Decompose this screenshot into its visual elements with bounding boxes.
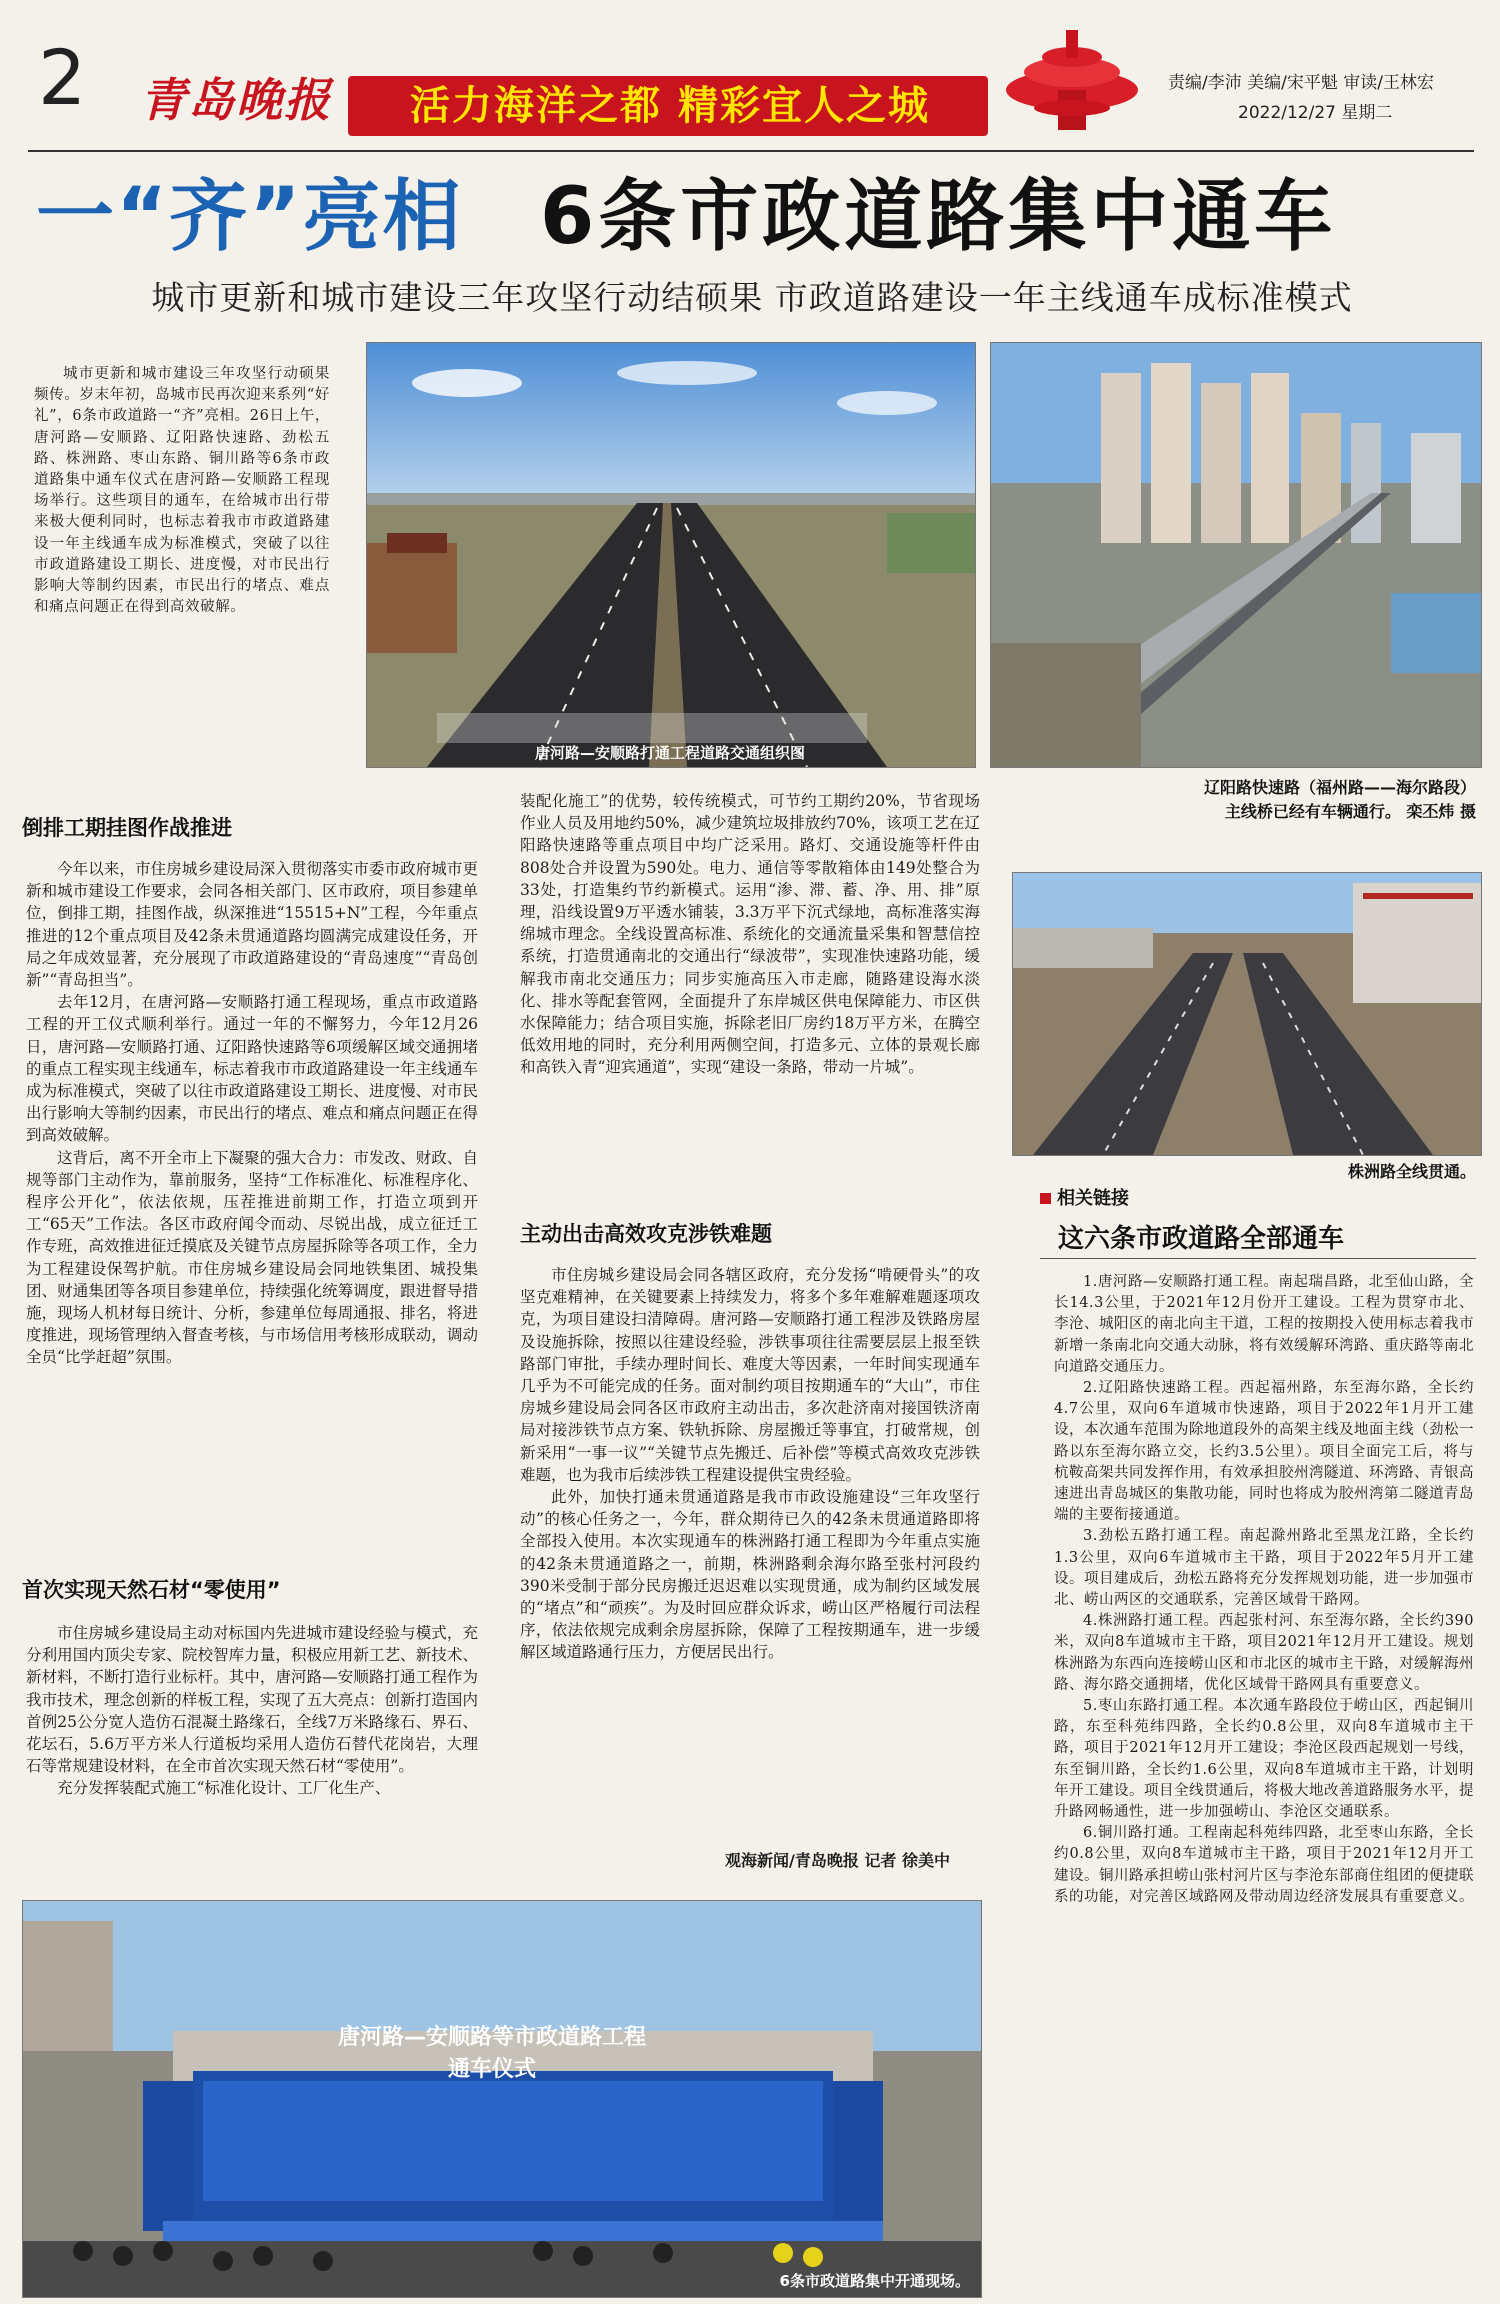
col1-text-b xyxy=(26,1622,478,1800)
subheadline: 城市更新和城市建设三年攻坚行动结硕果 市政道路建设一年主线通车成标准模式 xyxy=(151,278,1353,317)
photo-ceremony xyxy=(22,1900,982,2298)
col2-text-b xyxy=(520,1264,980,1664)
col1-paragraph-4: 市住房城乡建设局主动对标国内先进城市建设经验与模式，充分利用国内顶尖专家、院校智库力量，积极应用新工艺、新技术、新材料，不断打造行业标杆。其中，唐河路—安顺路打通工程作为我市技术，理念创新的样板工程，实现了五大亮点：创新打造国内首例25公分宽人造仿石混凝土路缘石，全线7万米路缘石、界石、花坛石，5.6万平方米人行道板均采用人造仿石替代花岗岩，大理石等常规建设材料，在全市首次实现天然石材“零使用”。 xyxy=(26,1624,478,1776)
byline: 观海新闻/青岛晚报 记者 徐美中 xyxy=(725,1851,950,1870)
col1-paragraph-3: 这背后，离不开全市上下凝聚的强大合力：市发改、财政、自规等部门主动作为，靠前服务，坚持“工作标准化、标准程序化、程序公开化”，依法依规，压茬推进前期工作，打造立项到开工“65天”工作法。各区市政府闻令而动、尽锐出战，成立征迁工作专班，高效推进征迁摸底及关键节点房屋拆除等各项工作，全力为工程建设保驾护航。市住房城乡建设局会同地铁集团、城投集团、财通集团等各项目参建单位，持续强化统筹调度，跟进督导措施，现场人机材每日统计、分析，参建单位每周通报、排名，将进度推进，现场管理纳入督查考核，与市场信用考核形成联动，调动全员“比学赶超”氛围。 xyxy=(26,1148,478,1367)
section-title-1: 倒排工期挂图作战推进 xyxy=(22,816,232,840)
section-title-3: 主动出击高效攻克涉铁难题 xyxy=(520,1222,772,1246)
related-item: 1.唐河路—安顺路打通工程。南起瑞昌路，北至仙山路，全长14.3公里，于2021年12月份开工建设。工程为贯穿市北、李沧、城阳区的南北向主干道，工程的按期投入使用标志着我市新增一条南北向交通大动脉，将有效缓解环湾路、重庆路等南北向道路交通压力。 xyxy=(1054,1274,1474,1375)
related-item: 5.枣山东路打通工程。本次通车路段位于崂山区，西起铜川路，东至科苑纬四路，全长约0.8公里，双向8车道城市主干路，项目于2021年12月开工建设；李沧区段西起规划一号线，东至铜川路，全长约1.6公里，双向8车道城市主干路，计划明年开工建设。项目全线贯通后，将极大地改善道路服务水平，提升路网畅通性，进一步加强崂山、李沧区交通联系。 xyxy=(1054,1698,1474,1821)
related-item: 3.劲松五路打通工程。南起滁州路北至黑龙江路，全长约1.3公里，双向6车道城市主干路，项目于2022年5月开工建设。项目建成后，劲松五路将充分发挥规划功能，进一步加强市北、崂山两区的交通联系，完善区域骨干路网。 xyxy=(1054,1528,1474,1609)
headline-left: 一“齐”亮相 xyxy=(36,172,463,262)
related-title: 这六条市政道路全部通车 xyxy=(1058,1224,1345,1254)
section-title-2: 首次实现天然石材“零使用” xyxy=(22,1578,281,1602)
red-square-icon xyxy=(1040,1193,1051,1204)
ceremony-banner-line1: 唐河路—安顺路等市政道路工程 xyxy=(337,2025,646,2050)
caption-liaoyang-1: 辽阳路快速路（福州路——海尔路段） xyxy=(1203,778,1476,797)
photo-tanghe-road xyxy=(366,342,976,768)
related-item: 6.铜川路打通。工程南起科苑纬四路，北至枣山东路，全长约0.8公里，双向8车道城市主干路，项目于2021年12月开工建设。铜川路承担崂山张村河片区与李沧东部商住组团的便捷联系的功能，对完善区域路网及带动周边经济发展具有重要意义。 xyxy=(1054,1825,1474,1905)
issue-date: 2022/12/27 星期二 xyxy=(1238,103,1393,123)
lead-paragraph xyxy=(34,364,330,618)
headline-right: 6条市政道路集中通车 xyxy=(540,172,1337,262)
related-item: 4.株洲路打通工程。西起张村河、东至海尔路，全长约390米，双向8车道城市主干路，项目2021年12月开工建设。规划株洲路为东西向连接崂山区和市北区的城市主干路，对缓解海州路、海尔路交通拥堵，优化区域骨干路网具有重要意义。 xyxy=(1054,1613,1474,1693)
col2-paragraph-2: 市住房城乡建设局会同各辖区政府，充分发扬“啃硬骨头”的攻坚克难精神，在关键要素上持续发力，将多个多年难解难题逐项攻克，为项目建设扫清障碍。唐河路—安顺路打通工程涉及铁路房屋及设施拆除，按照以往建设经验，涉铁事项往往需要层层上报至铁路部门审批，手续办理时间长、难度大等因素，一年时间实现通车几乎为不可能完成的任务。面对制约项目按期通车的“大山”，市住房城乡建设局会同各区市政府主动出击，多次赴济南对接国铁济南局对接涉铁节点方案、铁轨拆除、房屋搬迁等事宜，打破常规，创新采用“一事一议”“关键节点先搬迁、后补偿”等模式高效攻克涉铁难题，也为我市后续涉铁工程建设提供宝贵经验。 xyxy=(520,1266,980,1484)
lead-text: 城市更新和城市建设三年攻坚行动硕果频传。岁末年初，岛城市民再次迎来系列“好礼”，6条市政道路一“齐”亮相。26日上午，唐河路—安顺路、辽阳路快速路、劲松五路、株洲路、枣山东路、铜川路等6条市政道路集中通车仪式在唐河路—安顺路工程现场举行。这些项目的通车，在给城市出行带来极大便利同时，也标志着我市市政道路建设一年主线通车成为标准模式，突破了以往市政道路建设工期长、进度慢，对市民出行影响大等制约因素，市民出行的堵点、难点和痛点问题正在得到高效破解。 xyxy=(34,366,330,616)
editor-credits: 责编/李沛 美编/宋平魁 审读/王林宏 xyxy=(1168,73,1434,93)
related-tag-label: 相关链接 xyxy=(1057,1188,1129,1209)
col2-paragraph-1: 装配化施工”的优势，较传统模式，可节约工期约20%，节省现场作业人员及用地约50%，减少建筑垃圾排放约70%，该项工艺在辽阳路快速路等重点项目中均广泛采用。路灯、交通设施等杆件由808处合并设置为590处。电力、通信等零散箱体由149处整合为33处，打造集约节约新模式。运用“渗、滞、蓄、净、用、排”原理，沿线设置9万平透水铺装，3.3万平下沉式绿地，高标准落实海绵城市理念。全线设置高标准、系统化的交通流量采集和智慧信控系统，打造贯通南北的交通出行“绿波带”，实现准快速路功能，缓解我市南北交通压力；同步实施高压入市走廊，随路建设海水淡化、排水等配套管网，全面提升了东岸城区供电保障能力、市区供水保障能力；结合项目实施，拆除老旧厂房约18万平方米，在腾空低效用地的同时，充分利用两侧空间，打造多元、立体的景观长廊和高铁入青“迎宾通道”，实现“建设一条路，带动一片城”。 xyxy=(520,792,980,1077)
related-tag xyxy=(1040,1184,1129,1210)
col1-text-a xyxy=(26,858,478,1369)
masthead-divider xyxy=(28,150,1474,152)
photo-liaoyang-expressway xyxy=(990,342,1482,768)
related-list xyxy=(1054,1272,1474,1908)
col1-paragraph-1: 今年以来，市住房城乡建设局深入贯彻落实市委市政府城市更新和城市建设工作要求，会同各相关部门、区市政府，项目参建单位，倒排工期，挂图作战，纵深推进“15515+N”工程，今年重点推进的12个重点项目及42条未贯通道路均圆满完成建设任务，开局之年成效显著，充分展现了市政道路建设的“青岛速度”“青岛创新”“青岛担当”。 xyxy=(26,860,478,990)
tower-logo-icon xyxy=(1000,24,1150,140)
caption-ceremony: 6条市政道路集中开通现场。 xyxy=(779,2272,970,2290)
caption-liaoyang-2: 主线桥已经有车辆通行。 栾丕炜 摄 xyxy=(1224,802,1476,821)
slogan-text: 活力海洋之都 精彩宜人之城 xyxy=(410,83,930,129)
col2-paragraph-3: 此外，加快打通未贯通道路是我市市政设施建设“三年攻坚行动”的核心任务之一，今年，群众期待已久的42条未贯通道路即将全部投入使用。本次实现通车的株洲路打通工程即为今年重点实施的42条未贯通道路之一，前期，株洲路剩余海尔路至张村河段约390米受制于部分民房搬迁迟迟难以实现贯通，成为制约区域发展的“堵点”和“顽疾”。为及时回应群众诉求，崂山区严格履行司法程序，依法依规完成剩余房屋拆除，保障了工程按期通车，进一步缓解区域道路通行压力，方便居民出行。 xyxy=(520,1488,980,1662)
ceremony-banner-line2: 通车仪式 xyxy=(447,2057,536,2082)
page-number: 2 xyxy=(38,33,87,122)
paper-logo: 青岛晚报 xyxy=(140,73,332,127)
col1-paragraph-5: 充分发挥装配式施工“标准化设计、工厂化生产、 xyxy=(57,1779,391,1798)
photo-zhuzhou-road xyxy=(1012,872,1482,1156)
related-item: 2.辽阳路快速路工程。西起福州路，东至海尔路，全长约4.7公里，双向6车道城市快速路，项目于2022年1月开工建设，本次通车范围为除地道段外的高架主线及地面主线（劲松一路以东至海尔路立交，长约3.5公里）。项目全面完工后，将与杭鞍高架共同发挥作用，有效承担胶州湾隧道、环湾路、青银高速进出青岛城区的集散功能，同时也将成为胶州湾第二隧道青岛端的主要衔接通道。 xyxy=(1054,1380,1474,1524)
photo-overlay-text: 唐河路—安顺路打通工程道路交通组织图 xyxy=(534,744,805,762)
col2-text-a xyxy=(520,790,980,1079)
related-divider xyxy=(1040,1258,1476,1259)
col1-paragraph-2: 去年12月，在唐河路—安顺路打通工程现场，重点市政道路工程的开工仪式顺利举行。通过一年的不懈努力，今年12月26日，唐河路—安顺路打通、辽阳路快速路等6项缓解区域交通拥堵的重点工程实现主线通车，标志着我市市政道路建设一年主线通车成为标准模式，突破了以往市政道路建设工期长、进度慢、对市民出行影响大等制约因素，市民出行的堵点、难点和痛点问题正在得到高效破解。 xyxy=(26,993,478,1145)
caption-zhuzhou: 株洲路全线贯通。 xyxy=(1347,1162,1476,1181)
